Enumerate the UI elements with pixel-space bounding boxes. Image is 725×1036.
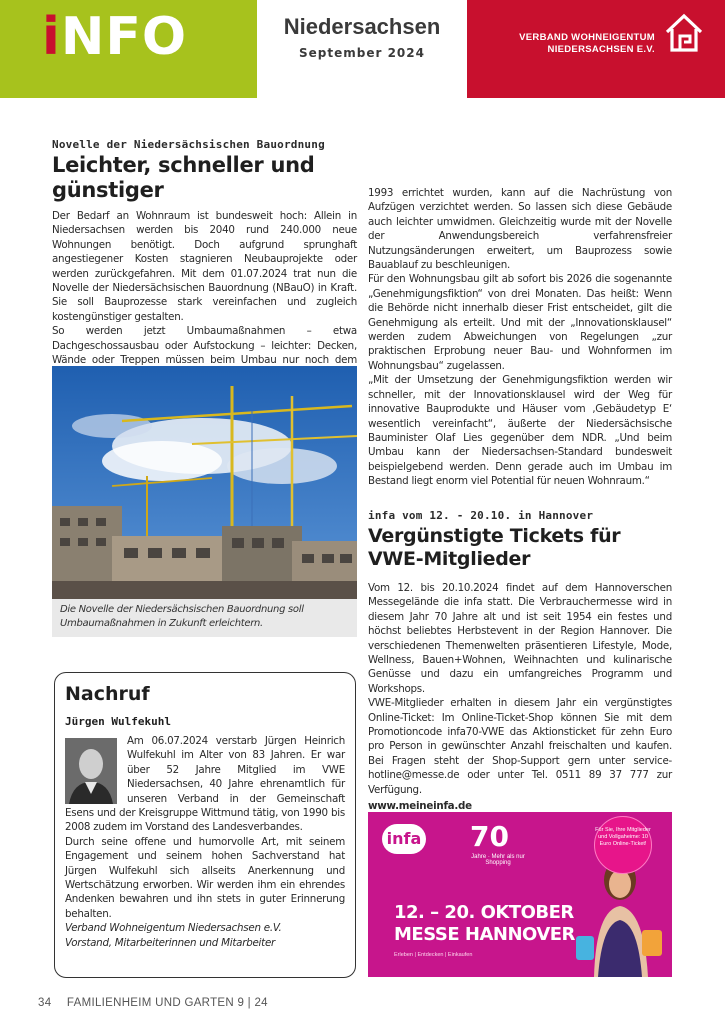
obituary-signature-2: Vorstand, Mitarbeiterinnen und Mitarbeiter bbox=[65, 936, 276, 949]
logo-i: i bbox=[42, 7, 61, 67]
article-1-body-right bbox=[368, 186, 672, 489]
infa-logo: infa bbox=[382, 824, 426, 854]
header-red-panel bbox=[467, 0, 725, 98]
obituary-portrait bbox=[65, 738, 117, 804]
publication-name: FAMILIENHEIM UND GARTEN 9 | 24 bbox=[66, 997, 268, 1009]
paragraph: So werden jetzt Umbaumaßnahmen – etwa Dachgeschossausbau oder Aufstockung – leichter: Decken, Wände oder Treppen müssen beim Umbau nur noch dem bbox=[52, 325, 357, 367]
organization-line-1: VERBAND WOHNEIGENTUM bbox=[519, 32, 655, 43]
photo-caption: Die Novelle der Niedersächsischen Bauordnung soll Umbaumaßnahmen in Zukunft erleichtern. bbox=[52, 599, 357, 637]
construction-scene-image bbox=[52, 366, 357, 599]
logo-rest: NFO bbox=[60, 7, 188, 67]
obituary-signature-1: Verband Wohneigentum Niedersachsen e.V. bbox=[65, 922, 282, 935]
article-2-headline: Vergünstigte Tickets für VWE-Mitglieder bbox=[368, 525, 621, 570]
fair-dates: 12. – 20. OKTOBER bbox=[394, 902, 574, 923]
anniversary-number: 70 bbox=[470, 820, 509, 853]
region-title: Niedersachsen bbox=[283, 14, 441, 39]
article-1-headline: Leichter, schneller und günstiger bbox=[52, 153, 315, 202]
organization-line-2: NIEDERSACHSEN E.V. bbox=[547, 44, 655, 55]
paragraph: Der Bedarf an Wohnraum ist bundesweit hoch: Allein in Niedersachsen werden bis 2040 rund 240.000 neue Wohnungen benötigt. Doch aufgrund sprunghaft angestiegener Kosten stagnieren Neubauprojekte oder werden zurückgefahren. Mit dem 01.07.2024 trat nun die Novelle der Niedersächsischen Bauordnung (NBauO) in Kraft. Sie soll Bauprozesse stark vereinfachen und zugleich kostengünstiger gestalten. bbox=[52, 210, 357, 323]
organization-name bbox=[519, 32, 655, 56]
paragraph: Durch seine offene und humorvolle Art, mit seinem Engagement und seinem hohen Sachverstand hat Jürgen Wulfekuhl sich allseits Anerkennung und Wertschätzung erworben. Wir werden ihm ein ehrendes Andenken bewahren und ihn stets in guter Erinnerung behalten. bbox=[65, 835, 345, 920]
article-1-kicker: Novelle der Niedersächsischen Bauordnung bbox=[52, 138, 325, 151]
article-2-kicker: infa vom 12. - 20.10. in Hannover bbox=[368, 509, 594, 522]
obituary-title: Nachruf bbox=[65, 683, 150, 705]
house-logo-icon bbox=[663, 12, 705, 54]
ticket-offer-badge: Für Sie, Ihre Mitglieder und Vollgaheime: 10 Euro Online-Ticket! bbox=[594, 816, 652, 874]
obituary-box bbox=[54, 672, 356, 978]
fair-tagline: Erleben | Entdecken | Einkaufen bbox=[394, 952, 473, 958]
issue-date: September 2024 bbox=[299, 46, 425, 60]
infa-advertisement[interactable] bbox=[368, 812, 672, 977]
header-center bbox=[257, 0, 467, 98]
page-footer bbox=[38, 997, 268, 1009]
article-2-body bbox=[368, 581, 672, 814]
info-logo bbox=[42, 6, 187, 68]
construction-cranes-photo bbox=[52, 366, 357, 599]
article-1-right-column bbox=[368, 186, 672, 489]
paragraph: VWE-Mitglieder erhalten in diesem Jahr ein vergünstigtes Online-Ticket: Im Online-Ticket-Shop können Sie mit dem Promotioncode infa70-VWE das Aktionsticket für zehn Euro pro Person in gewünschter Anzahl freischalten und kaufen. Bei Fragen steht der Shop-Support gern unter service-hotline@messe.de oder unter Tel. 0511 89 37 777 zur Verfügung. bbox=[368, 697, 672, 796]
article-2 bbox=[368, 509, 672, 814]
paragraph: 1993 errichtet wurden, kann auf die Nachrüstung von Aufzügen verzichtet werden. So lassen sich diese Gebäude auch leichter umwidmen. Gleichzeitig wurde mit der Novelle der Anwendungsbereich verfahrensfreier Nutzungsänderungen erweitert, um Bauprozess sowie Bauablauf zu beschleunigen. bbox=[368, 187, 672, 272]
page-number: 34 bbox=[38, 997, 52, 1009]
paragraph: Vom 12. bis 20.10.2024 findet auf dem Hannoverschen Messegelände die infa statt. Die Verbrauchermesse wird in diesem Jahr 70 Jahre alt und ist seit 1954 ein festes und höchst beliebtes Herbstevent in der Region Hannover. Die verschiedenen Themenwelten präsentieren Lifestyle, Mode, Wellness, Bauen+Wohnen, Weihnachten und kulinarische Genüsse und dazu ein umfangreiches Programm und Workshops. bbox=[368, 582, 672, 695]
fair-venue: MESSE HANNOVER bbox=[394, 924, 575, 945]
paragraph: Für den Wohnungsbau gilt ab sofort bis 2026 die sogenannte „Genehmigungsfiktion“ von drei Monaten. Das heißt: Wenn die Behörde nicht innerhalb dieser Frist entscheidet, gilt die Genehmigung als erteilt. Und mit der „Innovationsklausel“ werden zudem Abweichungen von Regelungen „zur praktischen Erprobung neuer Bau- und Wohnformen im Wohnungsbau“ zugelassen. bbox=[368, 273, 672, 372]
article-1-left-column bbox=[52, 138, 357, 396]
obituary-name: Jürgen Wulfekuhl bbox=[65, 715, 171, 728]
paragraph: „Mit der Umsetzung der Genehmigungsfiktion werden wir schneller, mit der Innovationsklausel wird der Weg für innovative Bauprodukte und Häuser vom ‚Gebäudetyp E‘ wesentlich vereinfacht“, äußerte der Niedersächsische Bauminister Olaf Lies gegenüber dem NDR. „Und beim Umbau kann der Niedersachsen-Standard bundesweit beispielgebend werden. Denn gerade auch im Umbau im Bestand liegt enorm viel Potential für neuen Wohnraum.“ bbox=[368, 374, 672, 488]
infa-website-link[interactable]: www.meineinfa.de bbox=[368, 800, 472, 813]
header-green-panel bbox=[0, 0, 257, 98]
anniversary-subtitle: Jahre · Mehr als nur Shopping bbox=[471, 854, 525, 866]
paragraph: Am 06.07.2024 verstarb Jürgen Heinrich Wulfekuhl im Alter von 83 Jahren. Er war über 52 Jahre Mitglied im VWE Niedersachsen, 40 Jahre ehrenamtlich für unseren Verband in der Gemeinschaft Esens und der Kreisgruppe Wittmund tätig, von 1990 bis 2008 zudem im Vorstand des Landesverbandes. bbox=[65, 735, 345, 834]
